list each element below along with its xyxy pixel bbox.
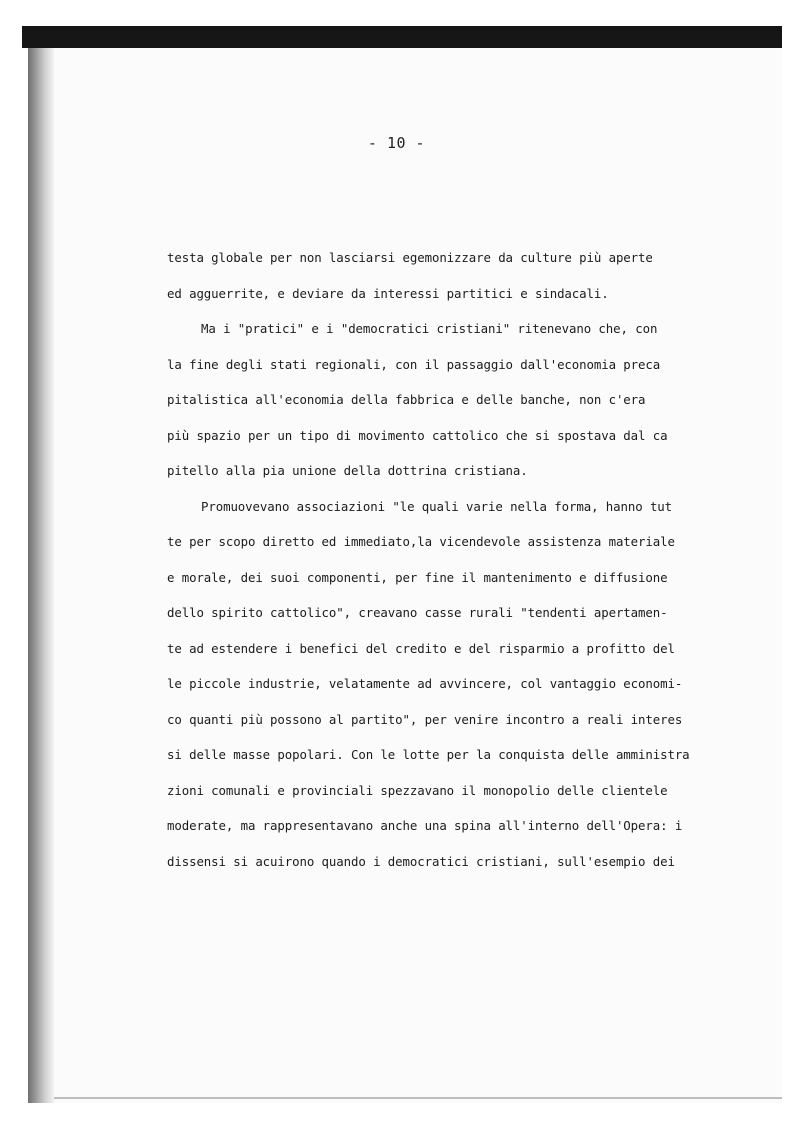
body-line: moderate, ma rappresentavano anche una spina all'interno dell'Opera: i bbox=[167, 818, 683, 833]
body-line: Promuovevano associazioni "le quali varie nella forma, hanno tut bbox=[201, 498, 673, 514]
body-line: dissensi si acuirono quando i democratici cristiani, sull'esempio dei bbox=[167, 853, 675, 869]
body-line: testa globale per non lasciarsi egemonizzare da culture più aperte bbox=[167, 250, 653, 265]
body-line: ed agguerrite, e deviare da interessi partitici e sindacali. bbox=[167, 285, 609, 301]
page-number: - 10 - bbox=[367, 134, 426, 152]
body-line: te per scopo diretto ed immediato,la vicendevole assistenza materiale bbox=[167, 534, 675, 549]
body-line: zioni comunali e provinciali spezzavano il monopolio delle clientele bbox=[167, 782, 668, 798]
page-bottom-edge bbox=[54, 1097, 782, 1099]
body-line: la fine degli stati regionali, con il passaggio dall'economia preca bbox=[167, 356, 661, 372]
binding-shadow bbox=[28, 48, 54, 1103]
body-line: pitello alla pia unione della dottrina cristiana. bbox=[167, 463, 528, 478]
body-line: pitalistica all'economia della fabbrica e delle banche, non c'era bbox=[167, 392, 646, 407]
body-line: si delle masse popolari. Con le lotte per la conquista delle amministra bbox=[167, 747, 690, 762]
body-line: Ma i "pratici" e i "democratici cristiani" ritenevano che, con bbox=[201, 321, 658, 336]
scan-top-border bbox=[22, 26, 782, 48]
body-line: e morale, dei suoi componenti, per fine il mantenimento e diffusione bbox=[167, 569, 668, 585]
body-line: più spazio per un tipo di movimento cattolico che si spostava dal ca bbox=[167, 427, 668, 443]
body-line: dello spirito cattolico", creavano casse rurali "tendenti apertamen- bbox=[167, 605, 668, 620]
body-text bbox=[167, 240, 712, 879]
body-line: co quanti più possono al partito", per venire incontro a reali interes bbox=[167, 711, 683, 727]
body-line: te ad estendere i benefici del credito e del risparmio a profitto del bbox=[167, 640, 675, 656]
body-line: le piccole industrie, velatamente ad avvincere, col vantaggio economi- bbox=[167, 676, 683, 691]
